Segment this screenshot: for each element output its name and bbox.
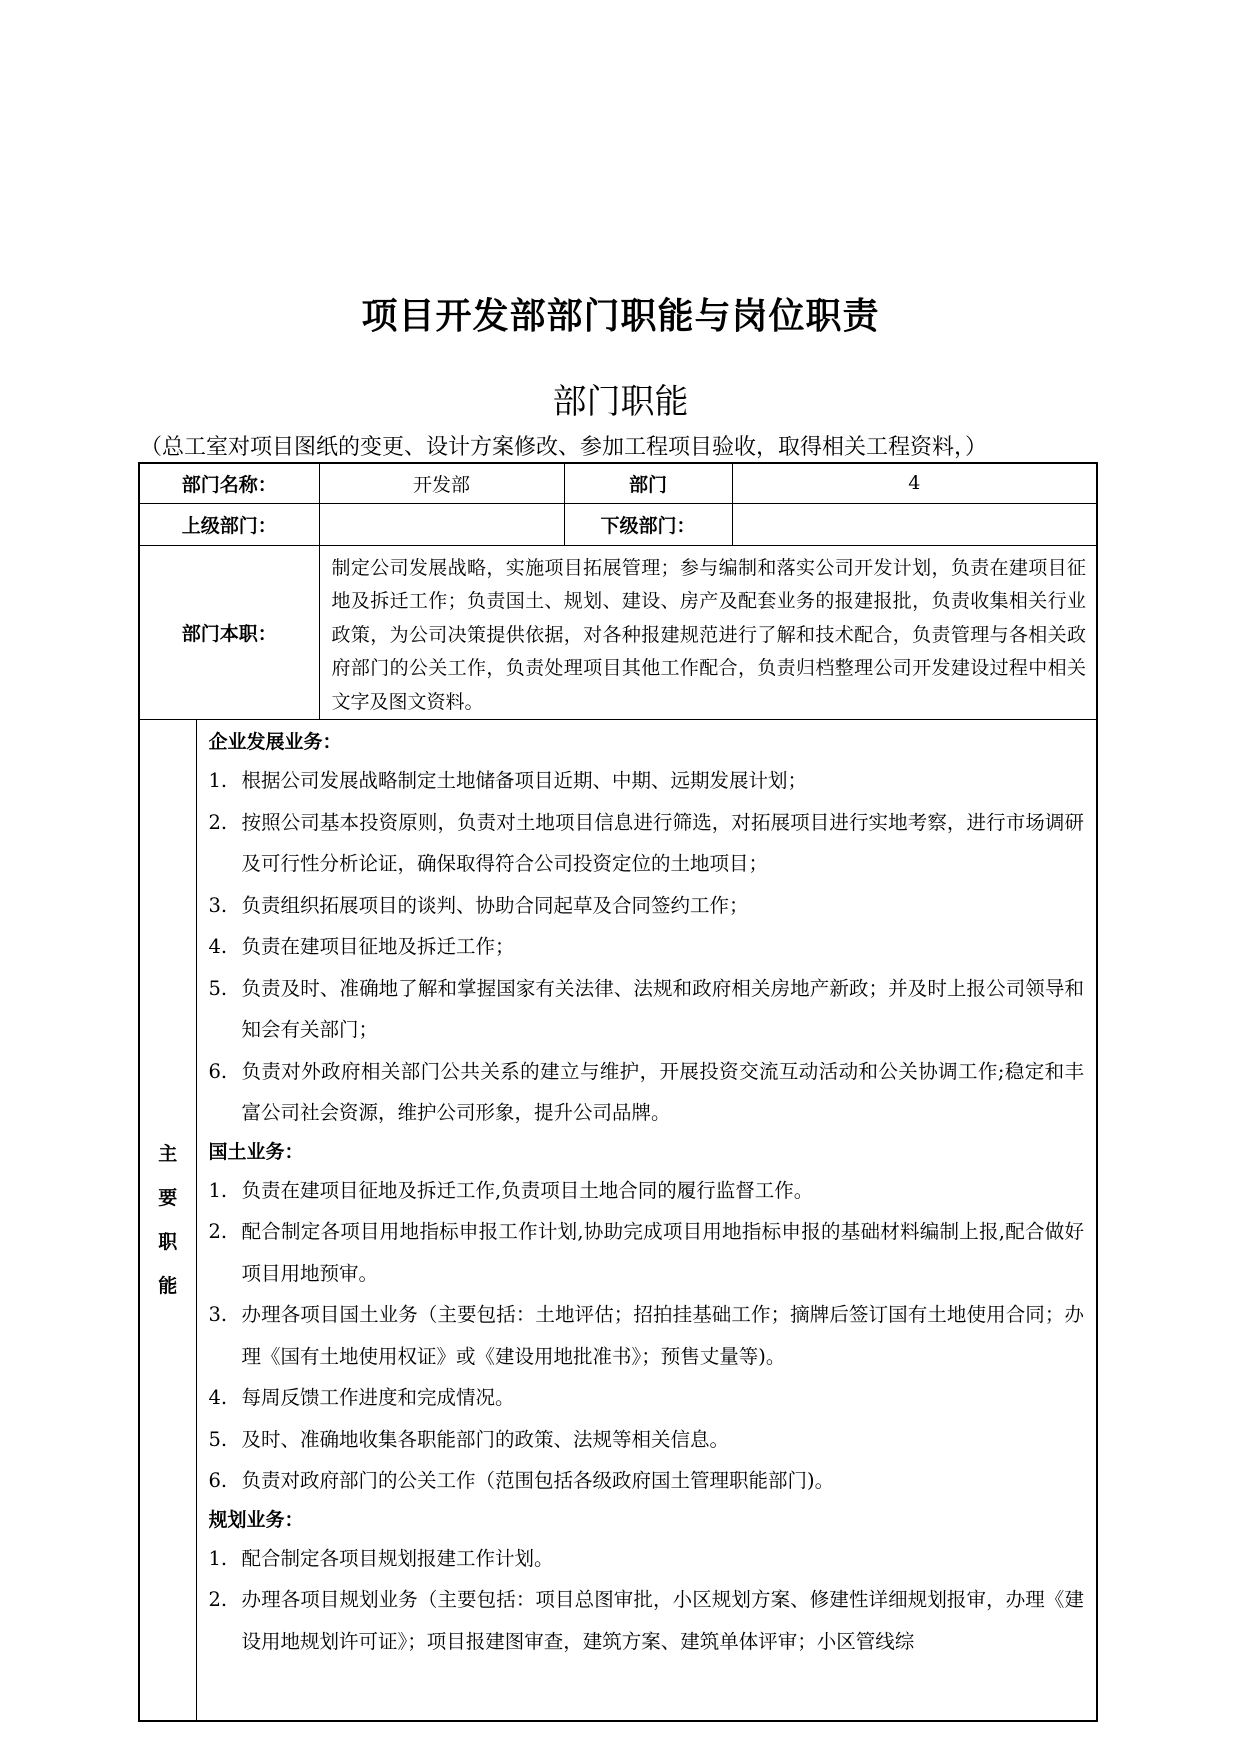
list-item: 3. 负责组织拓展项目的谈判、协助合同起草及合同签约工作； bbox=[208, 893, 749, 917]
duty-label: 部门本职： bbox=[139, 545, 319, 720]
functions-label-char: 主 bbox=[158, 1143, 178, 1165]
note-text: （总工室对项目图纸的变更、设计方案修改、参加工程项目验收，取得相关工程资料，） bbox=[140, 435, 988, 460]
superior-dept-label: 上级部门： bbox=[139, 503, 319, 545]
list-item: 2. 办理各项目规划业务（主要包括：项目总图审批，小区规划方案、修建性详细规划报审，办理《建设用地规划许可证》；项目报建图审查，建筑方案、建筑单体评审；小区管线综 bbox=[208, 1588, 1085, 1653]
row-dept-name bbox=[139, 463, 1097, 503]
list-item: 5. 及时、准确地收集各职能部门的政策、法规等相关信息。 bbox=[208, 1427, 730, 1451]
section-heading: 规划业务： bbox=[208, 1508, 304, 1531]
functions-label bbox=[139, 720, 196, 1722]
subordinate-dept-value bbox=[732, 503, 1097, 545]
section-heading: 企业发展业务： bbox=[208, 731, 342, 753]
list-item: 4. 负责在建项目征地及拆迁工作； bbox=[208, 935, 515, 958]
dept-label: 部门 bbox=[564, 463, 732, 503]
dept-name-label: 部门名称： bbox=[139, 463, 319, 503]
list-item: 5. 负责及时、准确地了解和掌握国家有关法律、法规和政府相关房地产新政；并及时上报公司领导和知会有关部门； bbox=[208, 976, 1085, 1041]
list-item: 1. 负责在建项目征地及拆迁工作,负责项目土地合同的履行监督工作。 bbox=[208, 1178, 814, 1202]
document-title: 项目开发部部门职能与岗位职责 bbox=[361, 296, 880, 337]
department-table bbox=[138, 462, 1098, 1722]
list-item: 3. 办理各项目国土业务（主要包括：土地评估；招拍挂基础工作；摘牌后签订国有土地使用合同；办理《国有土地使用权证》或《建设用地批准书》；预售丈量等)。 bbox=[208, 1303, 1085, 1368]
list-item: 1. 配合制定各项目规划报建工作计划。 bbox=[208, 1546, 554, 1570]
dept-name-value: 开发部 bbox=[319, 463, 564, 503]
list-item: 4. 每周反馈工作进度和完成情况。 bbox=[208, 1386, 515, 1409]
dept-value: 4 bbox=[732, 463, 1097, 503]
functions-label-char: 能 bbox=[158, 1275, 178, 1297]
list-item: 6. 负责对政府部门的公关工作（范围包括各级政府国土管理职能部门)。 bbox=[208, 1469, 835, 1492]
row-superior bbox=[139, 503, 1097, 545]
functions-label-char: 要 bbox=[158, 1187, 178, 1209]
list-item: 1. 根据公司发展战略制定土地储备项目近期、中期、远期发展计划； bbox=[208, 769, 808, 792]
row-functions bbox=[139, 720, 1097, 1722]
list-item: 6. 负责对外政府相关部门公共关系的建立与维护，开展投资交流互动活动和公关协调工作;稳定和丰富公司社会资源，维护公司形象，提升公司品牌。 bbox=[208, 1059, 1085, 1124]
functions-content bbox=[196, 720, 1097, 1722]
duty-text: 制定公司发展战略，实施项目拓展管理；参与编制和落实公司开发计划，负责在建项目征地及拆迁工作；负责国土、规划、建设、房产及配套业务的报建报批，负责收集相关行业政策，为公司决策提供依据，对各种报建规范进行了解和技术配合，负责管理与各相关政府部门的公关工作，负责处理项目其他工作配合，负责归档整理公司开发建设过程中相关文字及图文资料。 bbox=[319, 545, 1097, 720]
list-item: 2. 按照公司基本投资原则，负责对土地项目信息进行筛选，对拓展项目进行实地考察，进行市场调研及可行性分析论证，确保取得符合公司投资定位的土地项目； bbox=[208, 810, 1085, 875]
superior-dept-value bbox=[319, 503, 564, 545]
row-duty bbox=[139, 545, 1097, 720]
subordinate-dept-label: 下级部门： bbox=[564, 503, 732, 545]
functions-label-char: 职 bbox=[158, 1231, 178, 1253]
section-heading: 国土业务： bbox=[208, 1140, 304, 1163]
list-item: 2. 配合制定各项目用地指标申报工作计划,协助完成项目用地指标申报的基础材料编制上报,配合做好项目用地预审。 bbox=[208, 1220, 1085, 1285]
section-title: 部门职能 bbox=[552, 382, 689, 422]
